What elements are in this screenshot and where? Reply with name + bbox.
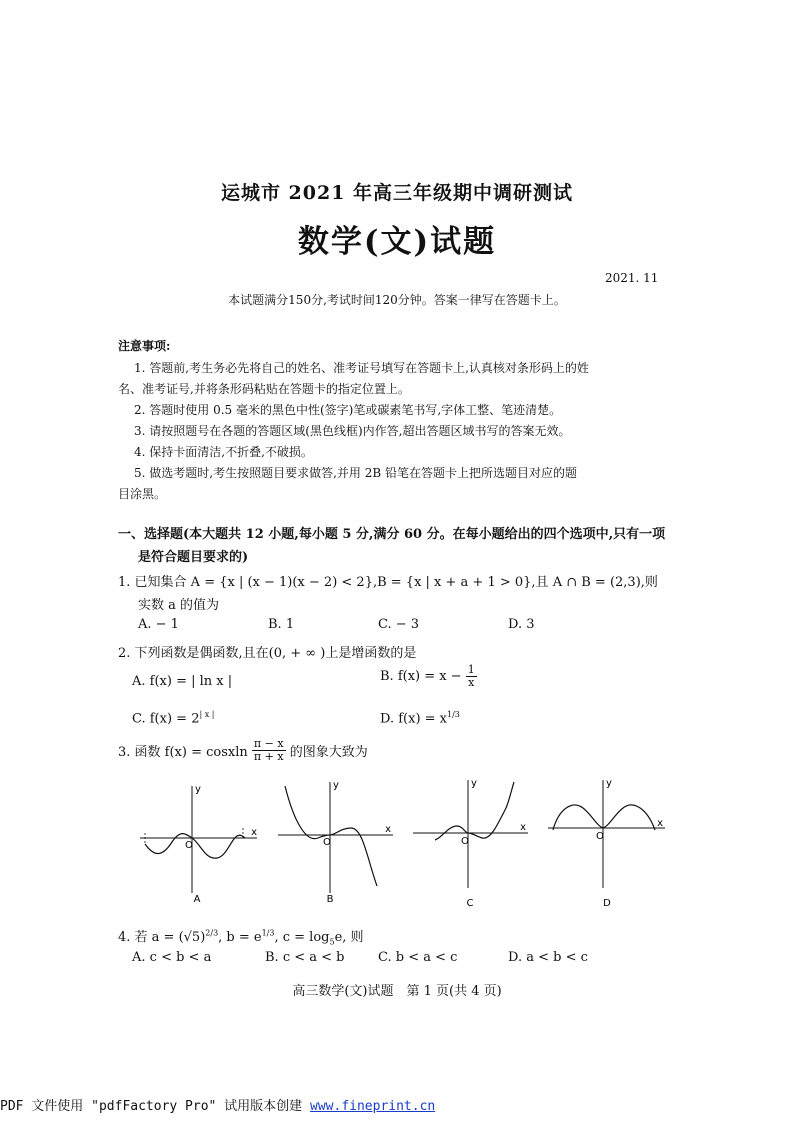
question-4-option-a: A. c < b < a [132, 950, 212, 965]
question-1-stem: 1. 已知集合 A = {x | (x − 1)(x − 2) < 2},B = {x | x + a + 1 > 0},且 A ∩ B = (2,3),则 [118, 575, 658, 590]
svg-text:x: x [385, 824, 391, 835]
fraction-denominator: π + x [253, 750, 284, 763]
question-4-b: , b = e [218, 930, 262, 945]
question-1-option-c: C. − 3 [378, 617, 420, 632]
question-4-option-d: D. a < b < c [508, 950, 588, 965]
svg-text:x: x [251, 827, 257, 838]
graph-b-label: B [326, 894, 334, 905]
svg-text:x: x [657, 818, 663, 829]
graph-d-plot [545, 778, 670, 910]
graph-a-label: A [193, 894, 201, 905]
exponent: | x | [199, 710, 215, 719]
question-2-option-d-base: D. f(x) = x [380, 711, 447, 727]
notice-heading: 注意事项: [118, 339, 171, 353]
notice-line: 目涂黑。 [118, 487, 167, 501]
subscript: 5 [329, 937, 335, 947]
question-1-option-a: A. − 1 [138, 617, 179, 632]
question-2-option-a: A. f(x) = | ln x | [132, 674, 233, 689]
exam-title: 运城市 2021 年高三年级期中调研测试 [220, 182, 574, 204]
exponent: 1/3 [261, 928, 275, 938]
graph-b [273, 778, 398, 910]
graph-d [545, 778, 670, 910]
section-heading-cont: 是符合题目要求的) [138, 550, 249, 565]
notice-line: 名、准考证号,并将条形码粘贴在答题卡的指定位置上。 [118, 382, 410, 396]
fraction [252, 738, 286, 763]
svg-text:y: y [606, 778, 612, 789]
page-footer: 高三数学(文)试题 第 1 页(共 4 页) [292, 984, 502, 999]
fraction [466, 664, 477, 689]
svg-text:O: O [596, 831, 604, 842]
fraction-denominator: x [468, 676, 475, 689]
graph-c-label: C [466, 898, 474, 909]
graph-c [410, 778, 535, 910]
graph-a-plot [135, 778, 260, 910]
graph-b-plot [273, 778, 398, 910]
question-4-d: e, 则 [334, 930, 364, 945]
exam-date: 2021. 11 [605, 271, 659, 285]
question-2-option-b [380, 664, 477, 689]
question-2-stem: 2. 下列函数是偶函数,且在(0, + ∞ )上是增函数的是 [118, 646, 417, 661]
question-1-option-b: B. 1 [268, 617, 295, 632]
svg-text:O: O [323, 837, 331, 848]
svg-text:x: x [520, 822, 526, 833]
question-3-stem [118, 738, 368, 763]
notice-line: 2. 答题时使用 0.5 毫米的黑色中性(签字)笔或碳素笔书写,字体工整、笔迹清楚。 [134, 403, 562, 417]
svg-text:y: y [195, 784, 201, 795]
notice-line: 4. 保持卡面清洁,不折叠,不破损。 [134, 445, 313, 459]
question-2-option-b-prefix: B. f(x) = x − [380, 669, 462, 684]
question-2-option-d [380, 710, 460, 726]
svg-text:O: O [461, 836, 469, 847]
question-4-option-b: B. c < a < b [265, 950, 345, 965]
question-3-suffix: 的图象大致为 [289, 745, 368, 760]
pdf-watermark [0, 1095, 435, 1114]
question-2-option-c [132, 710, 214, 726]
question-3-prefix: 3. 函数 f(x) = cosxln [118, 745, 248, 760]
section-heading: 一、选择题(本大题共 12 小题,每小题 5 分,满分 60 分。在每小题给出的四个选项中,只有一项 [118, 527, 666, 542]
notice-line: 5. 做选考题时,考生按照题目要求做答,并用 2B 铅笔在答题卡上把所选题目对应的题 [134, 466, 577, 480]
notice-line: 1. 答题前,考生务必先将自己的姓名、准考证号填写在答题卡上,认真核对条形码上的姓 [134, 361, 589, 375]
svg-text:y: y [471, 778, 477, 789]
watermark-link[interactable]: www.fineprint.cn [310, 1099, 436, 1114]
graph-d-label: D [603, 898, 611, 909]
question-1-stem-cont: 实数 a 的值为 [138, 598, 220, 613]
question-4-option-c: C. b < a < c [378, 950, 458, 965]
question-4-c: , c = log [274, 930, 330, 945]
question-2-option-c-base: C. f(x) = 2 [132, 711, 200, 727]
intro-text: 本试题满分150分,考试时间120分钟。答案一律写在答题卡上。 [228, 293, 566, 307]
fraction-numerator: π − x [253, 737, 284, 750]
exponent: 1/3 [447, 710, 460, 719]
question-4-a: 4. 若 a = (√5) [118, 930, 206, 945]
graph-a [135, 778, 260, 910]
question-4-stem [118, 926, 364, 947]
graph-c-plot [410, 778, 535, 910]
question-1-option-d: D. 3 [508, 617, 535, 632]
subject-title: 数学(文)试题 [297, 224, 497, 260]
watermark-text: PDF 文件使用 "pdfFactory Pro" 试用版本创建 [0, 1099, 311, 1114]
svg-text:O: O [185, 840, 193, 851]
fraction-numerator: 1 [467, 663, 475, 676]
notice-line: 3. 请按照题号在各题的答题区域(黑色线框)内作答,超出答题区域书写的答案无效。 [134, 424, 571, 438]
exponent: 2/3 [205, 928, 219, 938]
svg-text:y: y [333, 780, 339, 791]
